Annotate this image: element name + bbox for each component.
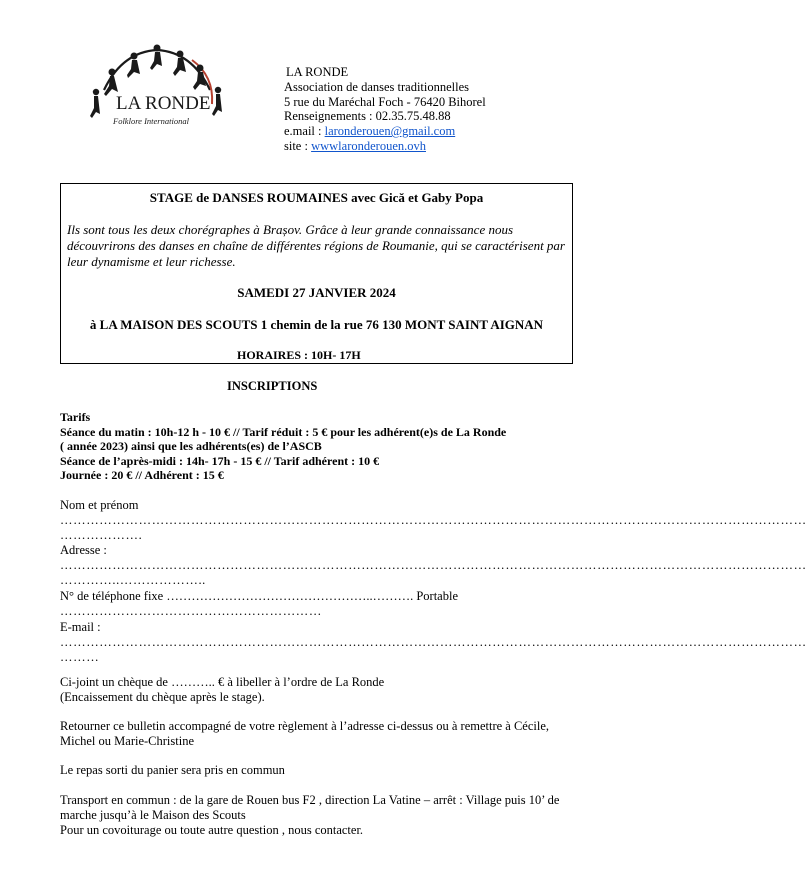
stage-info-box <box>60 183 573 364</box>
phone-dots: …………………………………………………… <box>60 603 322 618</box>
address-dots-end: …………..……………….. <box>60 572 206 587</box>
name-field[interactable] <box>60 512 807 543</box>
return-line: Retourner ce bulletin accompagné de votre règlement à l’adresse ci-dessus ou à remettre à Cécile, <box>60 719 550 733</box>
email-field-label: E-mail : <box>60 620 101 635</box>
la-ronde-logo <box>82 42 232 132</box>
transport-line: marche jusqu’à le Maison des Scouts <box>60 807 246 822</box>
org-address: 5 rue du Maréchal Foch - 76420 Bihorel <box>284 94 486 109</box>
org-email-row <box>284 124 486 139</box>
stage-hours: HORAIRES : 10H- 17H <box>237 348 361 362</box>
cheque-note: (Encaissement du chèque après le stage). <box>60 689 265 704</box>
email-link[interactable]: laronderouen@gmail.com <box>324 124 456 139</box>
stage-place: à LA MAISON DES SCOUTS 1 chemin de la rue 76 130 MONT SAINT AIGNAN <box>89 317 544 332</box>
email-label: e.mail : <box>284 124 325 139</box>
email-dots-end: ……… <box>60 649 100 664</box>
return-line: Michel ou Marie-Christine <box>60 733 194 748</box>
name-dots: ……………………………………………………………………………………………………………………………………………………… <box>60 512 807 527</box>
cheque-paragraph <box>60 675 384 705</box>
stage-date: SAMEDI 27 JANVIER 2024 <box>237 285 396 300</box>
address-dots: ……………………………………………………………………………………………………………………………………………………… <box>60 558 807 573</box>
tarifs-section <box>60 410 506 483</box>
site-link[interactable]: wwwlaronderouen.ovh <box>311 138 426 153</box>
transport-paragraph <box>60 793 559 837</box>
meal-line: Le repas sorti du panier sera pris en commun <box>60 763 285 777</box>
dancers-ring-icon <box>82 42 232 132</box>
tarif-line: Séance de l’après-midi : 14h- 17h - 15 € // Tarif adhérent : 10 € <box>60 453 380 468</box>
inscriptions-heading: INSCRIPTIONS <box>227 379 318 393</box>
contact-line: Pour un covoiturage ou toute autre question , nous contacter. <box>60 822 364 837</box>
phone-field[interactable] <box>60 604 575 619</box>
org-name: LA RONDE <box>286 65 349 79</box>
tarif-line: Journée : 20 € // Adhérent : 15 € <box>60 468 224 483</box>
email-field[interactable] <box>60 635 807 665</box>
logo-subtitle: Folklore International <box>113 116 189 126</box>
org-phone: Renseignements : 02.35.75.48.88 <box>284 109 451 124</box>
address-label: Adresse : <box>60 543 107 558</box>
cheque-line: Ci-joint un chèque de ……….. € à libeller à l’ordre de La Ronde <box>60 675 385 689</box>
logo-title: LA RONDE <box>116 93 211 114</box>
registration-form <box>60 498 807 665</box>
org-description: Association de danses traditionnelles <box>284 79 470 94</box>
transport-line: Transport en commun : de la gare de Rouen bus F2 , direction La Vatine – arrêt : Village puis 10’ de <box>60 793 560 807</box>
address-field[interactable] <box>60 558 807 588</box>
name-label: Nom et prénom <box>60 498 139 512</box>
phone-label[interactable]: N° de téléphone fixe …………………………………………..………. Portable <box>60 588 459 603</box>
tarif-line: ( année 2023) ainsi que les adhérents(es) de l’ASCB <box>60 439 322 454</box>
meal-paragraph <box>60 763 285 778</box>
site-label: site : <box>284 138 312 153</box>
stage-title: STAGE de DANSES ROUMAINES avec Gică et Gaby Popa <box>149 190 484 205</box>
tarif-line: Séance du matin : 10h-12 h - 10 € // Tarif réduit : 5 € pour les adhérent(e)s de La Ronde <box>60 424 507 439</box>
email-dots: ……………………………………………………………………………………………………………………………………………………… <box>60 635 807 650</box>
organisation-info <box>284 65 486 154</box>
stage-description: Ils sont tous les deux chorégraphes à Brașov. Grâce à leur grande connaissance nous découvrirons des danses en chaîne de différentes régions de Roumanie, qui se caractérisent par leur dynamisme et leur richesse. <box>67 222 565 269</box>
name-dots-end: ………………. <box>60 527 143 542</box>
return-paragraph <box>60 719 549 749</box>
org-site-row <box>284 139 486 154</box>
tarifs-heading: Tarifs <box>60 410 91 424</box>
